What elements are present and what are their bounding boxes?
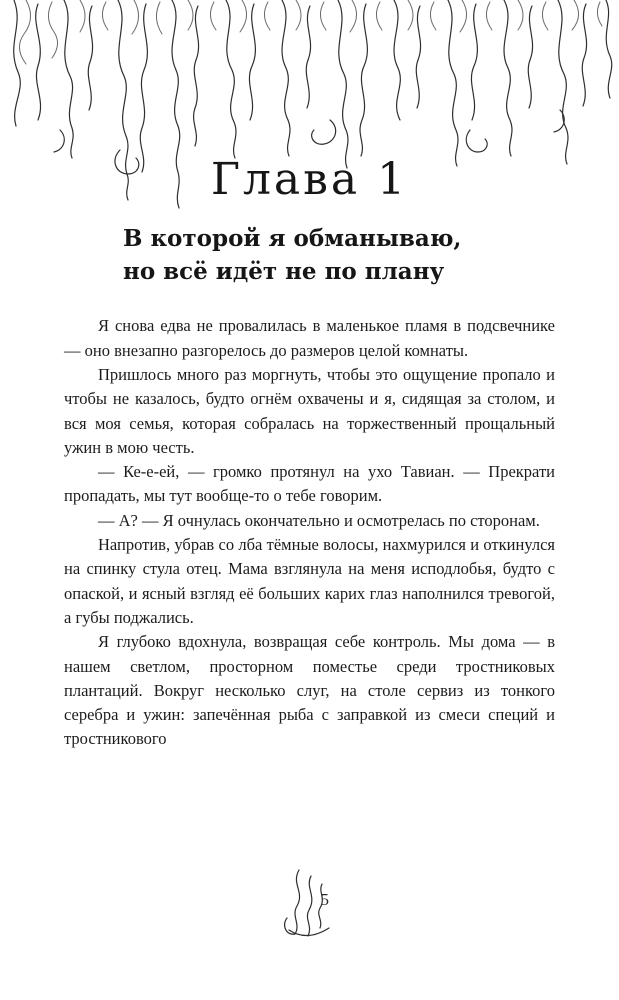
page-footer — [0, 868, 619, 942]
page-number: 5 — [320, 890, 329, 909]
paragraph-2: Пришлось много раз моргнуть, чтобы это ощущение пропало и чтобы не казалось, будто огнём охвачены и я, сидящая за столом, и вся моя семья, которая собралась на торжественный прощальный ужин в мою честь. — [64, 364, 555, 457]
paragraph-1: Я снова едва не провалилась в маленькое пламя в подсвечнике — оно внезапно разгорелось до размеров целой комнаты. — [64, 316, 555, 360]
flame-ornament-icon — [275, 868, 345, 942]
chapter-subtitle — [123, 222, 619, 288]
flame-ornament-svg — [275, 868, 345, 942]
chapter-title: Глава 1 — [210, 154, 409, 205]
chapter-subtitle-line-1: В которой я обманываю, — [123, 225, 462, 253]
chapter-body — [64, 314, 555, 751]
paragraph-6: Я глубоко вдохнула, возвращая себе контроль. Мы дома — в нашем светлом, просторном поместье среди тростниковых плантаций. Вокруг несколько слуг, на столе сервиз из тонкого серебра и ужин: запечённая рыба с заправкой из смеси специй и тростникового — [64, 632, 555, 749]
chapter-subtitle-line-2: но всё идёт не по плану — [123, 258, 445, 286]
paragraph-3: — Ке-е-ей, — громко протянул на ухо Тавиан. — Прекрати пропадать, мы тут вообще-то о тебе говорим. — [64, 462, 555, 506]
paragraph-4: — А? — Я очнулась окончательно и осмотрелась по сторонам. — [98, 510, 540, 530]
paragraph-5: Напротив, убрав со лба тёмные волосы, нахмурился и откинулся на спинку стула отец. Мама взглянула на меня исподлобья, будто с опаской, и ясный взгляд её больших карих глаз наполнился тревогой, а губы поджались. — [64, 535, 555, 627]
